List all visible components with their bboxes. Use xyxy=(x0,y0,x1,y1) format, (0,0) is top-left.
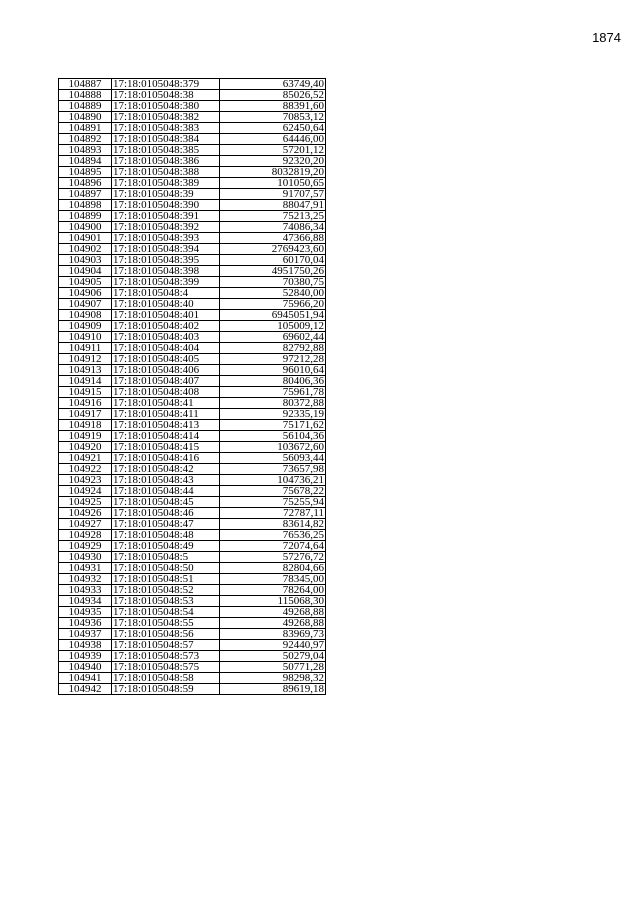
cadastral-value-cell: 50279,04 xyxy=(220,651,326,662)
row-number-cell: 104923 xyxy=(59,475,112,486)
cadastral-value-cell: 115068,30 xyxy=(220,596,326,607)
cadastral-value-cell: 6945051,94 xyxy=(220,310,326,321)
table-row xyxy=(59,475,326,486)
cadastral-value-cell: 49268,88 xyxy=(220,607,326,618)
cadastral-value-cell: 104736,21 xyxy=(220,475,326,486)
cadastral-number-cell: 17:18:0105048:38 xyxy=(112,90,220,101)
table-row xyxy=(59,684,326,695)
table-row xyxy=(59,607,326,618)
cadastral-number-cell: 17:18:0105048:386 xyxy=(112,156,220,167)
cadastral-value-cell: 75678,22 xyxy=(220,486,326,497)
cadastral-number-cell: 17:18:0105048:403 xyxy=(112,332,220,343)
row-number-cell: 104924 xyxy=(59,486,112,497)
row-number-cell: 104940 xyxy=(59,662,112,673)
cadastral-number-cell: 17:18:0105048:379 xyxy=(112,79,220,90)
cadastral-number-cell: 17:18:0105048:45 xyxy=(112,497,220,508)
row-number-cell: 104899 xyxy=(59,211,112,222)
table-row xyxy=(59,530,326,541)
row-number-cell: 104920 xyxy=(59,442,112,453)
cadastral-value-cell: 75961,78 xyxy=(220,387,326,398)
row-number-cell: 104897 xyxy=(59,189,112,200)
table-row xyxy=(59,596,326,607)
cadastral-value-cell: 70380,75 xyxy=(220,277,326,288)
cadastral-value-cell: 56104,36 xyxy=(220,431,326,442)
table-row xyxy=(59,552,326,563)
cadastral-number-cell: 17:18:0105048:40 xyxy=(112,299,220,310)
table-row xyxy=(59,200,326,211)
cadastral-number-cell: 17:18:0105048:404 xyxy=(112,343,220,354)
table-row xyxy=(59,101,326,112)
row-number-cell: 104935 xyxy=(59,607,112,618)
table-row xyxy=(59,189,326,200)
cadastral-number-cell: 17:18:0105048:54 xyxy=(112,607,220,618)
cadastral-value-cell: 105009,12 xyxy=(220,321,326,332)
cadastral-number-cell: 17:18:0105048:406 xyxy=(112,365,220,376)
row-number-cell: 104903 xyxy=(59,255,112,266)
cadastral-value-cell: 75171,62 xyxy=(220,420,326,431)
table-row xyxy=(59,420,326,431)
cadastral-value-cell: 78264,00 xyxy=(220,585,326,596)
cadastral-value-cell: 57201,12 xyxy=(220,145,326,156)
cadastral-number-cell: 17:18:0105048:382 xyxy=(112,112,220,123)
row-number-cell: 104912 xyxy=(59,354,112,365)
cadastral-number-cell: 17:18:0105048:394 xyxy=(112,244,220,255)
row-number-cell: 104942 xyxy=(59,684,112,695)
cadastral-value-cell: 57276,72 xyxy=(220,552,326,563)
cadastral-value-cell: 62450,64 xyxy=(220,123,326,134)
cadastral-number-cell: 17:18:0105048:413 xyxy=(112,420,220,431)
cadastral-value-cell: 91707,57 xyxy=(220,189,326,200)
row-number-cell: 104919 xyxy=(59,431,112,442)
table-row xyxy=(59,266,326,277)
cadastral-number-cell: 17:18:0105048:415 xyxy=(112,442,220,453)
row-number-cell: 104922 xyxy=(59,464,112,475)
row-number-cell: 104928 xyxy=(59,530,112,541)
row-number-cell: 104891 xyxy=(59,123,112,134)
cadastral-value-cell: 52840,00 xyxy=(220,288,326,299)
cadastral-value-cell: 4951750,26 xyxy=(220,266,326,277)
cadastral-number-cell: 17:18:0105048:405 xyxy=(112,354,220,365)
row-number-cell: 104926 xyxy=(59,508,112,519)
table-row xyxy=(59,398,326,409)
cadastral-number-cell: 17:18:0105048:50 xyxy=(112,563,220,574)
table-row xyxy=(59,640,326,651)
table-row xyxy=(59,211,326,222)
cadastral-value-cell: 98298,32 xyxy=(220,673,326,684)
row-number-cell: 104890 xyxy=(59,112,112,123)
cadastral-value-cell: 89619,18 xyxy=(220,684,326,695)
cadastral-value-cell: 72787,11 xyxy=(220,508,326,519)
cadastral-value-cell: 47366,88 xyxy=(220,233,326,244)
row-number-cell: 104900 xyxy=(59,222,112,233)
table-row xyxy=(59,431,326,442)
row-number-cell: 104894 xyxy=(59,156,112,167)
row-number-cell: 104906 xyxy=(59,288,112,299)
cadastral-number-cell: 17:18:0105048:385 xyxy=(112,145,220,156)
cadastral-value-cell: 72074,64 xyxy=(220,541,326,552)
cadastral-number-cell: 17:18:0105048:55 xyxy=(112,618,220,629)
cadastral-value-cell: 101050,65 xyxy=(220,178,326,189)
row-number-cell: 104895 xyxy=(59,167,112,178)
cadastral-number-cell: 17:18:0105048:416 xyxy=(112,453,220,464)
table-row xyxy=(59,134,326,145)
row-number-cell: 104939 xyxy=(59,651,112,662)
table-row xyxy=(59,365,326,376)
row-number-cell: 104932 xyxy=(59,574,112,585)
table-row xyxy=(59,376,326,387)
cadastral-number-cell: 17:18:0105048:380 xyxy=(112,101,220,112)
cadastral-value-cell: 75966,20 xyxy=(220,299,326,310)
table-row xyxy=(59,343,326,354)
cadastral-number-cell: 17:18:0105048:51 xyxy=(112,574,220,585)
cadastral-number-cell: 17:18:0105048:392 xyxy=(112,222,220,233)
row-number-cell: 104927 xyxy=(59,519,112,530)
cadastral-number-cell: 17:18:0105048:390 xyxy=(112,200,220,211)
cadastral-value-table xyxy=(58,78,326,695)
row-number-cell: 104916 xyxy=(59,398,112,409)
table-row xyxy=(59,541,326,552)
row-number-cell: 104941 xyxy=(59,673,112,684)
cadastral-value-cell: 63749,40 xyxy=(220,79,326,90)
cadastral-number-cell: 17:18:0105048:399 xyxy=(112,277,220,288)
table-row xyxy=(59,299,326,310)
cadastral-number-cell: 17:18:0105048:49 xyxy=(112,541,220,552)
cadastral-value-cell: 92320,20 xyxy=(220,156,326,167)
cadastral-number-cell: 17:18:0105048:53 xyxy=(112,596,220,607)
row-number-cell: 104936 xyxy=(59,618,112,629)
cadastral-number-cell: 17:18:0105048:389 xyxy=(112,178,220,189)
table-row xyxy=(59,354,326,365)
cadastral-value-cell: 83614,82 xyxy=(220,519,326,530)
row-number-cell: 104887 xyxy=(59,79,112,90)
cadastral-number-cell: 17:18:0105048:47 xyxy=(112,519,220,530)
cadastral-value-cell: 88391,60 xyxy=(220,101,326,112)
cadastral-value-cell: 56093,44 xyxy=(220,453,326,464)
row-number-cell: 104931 xyxy=(59,563,112,574)
table-body xyxy=(59,79,326,695)
cadastral-number-cell: 17:18:0105048:39 xyxy=(112,189,220,200)
cadastral-value-cell: 83969,73 xyxy=(220,629,326,640)
table-row xyxy=(59,629,326,640)
table-row xyxy=(59,90,326,101)
table-row xyxy=(59,321,326,332)
row-number-cell: 104937 xyxy=(59,629,112,640)
row-number-cell: 104909 xyxy=(59,321,112,332)
cadastral-value-cell: 75213,25 xyxy=(220,211,326,222)
table-row xyxy=(59,310,326,321)
cadastral-number-cell: 17:18:0105048:56 xyxy=(112,629,220,640)
cadastral-number-cell: 17:18:0105048:391 xyxy=(112,211,220,222)
cadastral-number-cell: 17:18:0105048:393 xyxy=(112,233,220,244)
row-number-cell: 104911 xyxy=(59,343,112,354)
table-row xyxy=(59,585,326,596)
cadastral-number-cell: 17:18:0105048:575 xyxy=(112,662,220,673)
row-number-cell: 104938 xyxy=(59,640,112,651)
row-number-cell: 104933 xyxy=(59,585,112,596)
cadastral-value-cell: 73657,98 xyxy=(220,464,326,475)
table-row xyxy=(59,277,326,288)
cadastral-value-cell: 2769423,60 xyxy=(220,244,326,255)
cadastral-number-cell: 17:18:0105048:43 xyxy=(112,475,220,486)
cadastral-value-cell: 92335,19 xyxy=(220,409,326,420)
table-row xyxy=(59,464,326,475)
table-row xyxy=(59,442,326,453)
table-row xyxy=(59,486,326,497)
cadastral-number-cell: 17:18:0105048:59 xyxy=(112,684,220,695)
cadastral-value-cell: 80372,88 xyxy=(220,398,326,409)
table-row xyxy=(59,167,326,178)
row-number-cell: 104918 xyxy=(59,420,112,431)
cadastral-value-cell: 82804,66 xyxy=(220,563,326,574)
cadastral-number-cell: 17:18:0105048:411 xyxy=(112,409,220,420)
cadastral-number-cell: 17:18:0105048:401 xyxy=(112,310,220,321)
cadastral-number-cell: 17:18:0105048:398 xyxy=(112,266,220,277)
cadastral-number-cell: 17:18:0105048:5 xyxy=(112,552,220,563)
table-row xyxy=(59,651,326,662)
table-row xyxy=(59,453,326,464)
table-row xyxy=(59,156,326,167)
row-number-cell: 104929 xyxy=(59,541,112,552)
row-number-cell: 104901 xyxy=(59,233,112,244)
cadastral-value-cell: 75255,94 xyxy=(220,497,326,508)
table-row xyxy=(59,178,326,189)
cadastral-value-cell: 50771,28 xyxy=(220,662,326,673)
table-row xyxy=(59,112,326,123)
cadastral-value-cell: 64446,00 xyxy=(220,134,326,145)
cadastral-number-cell: 17:18:0105048:395 xyxy=(112,255,220,266)
cadastral-value-cell: 49268,88 xyxy=(220,618,326,629)
row-number-cell: 104892 xyxy=(59,134,112,145)
row-number-cell: 104902 xyxy=(59,244,112,255)
table-row xyxy=(59,123,326,134)
row-number-cell: 104930 xyxy=(59,552,112,563)
table-row xyxy=(59,673,326,684)
table-row xyxy=(59,497,326,508)
cadastral-number-cell: 17:18:0105048:384 xyxy=(112,134,220,145)
cadastral-value-cell: 80406,36 xyxy=(220,376,326,387)
row-number-cell: 104921 xyxy=(59,453,112,464)
row-number-cell: 104917 xyxy=(59,409,112,420)
cadastral-number-cell: 17:18:0105048:383 xyxy=(112,123,220,134)
cadastral-value-cell: 8032819,20 xyxy=(220,167,326,178)
row-number-cell: 104910 xyxy=(59,332,112,343)
cadastral-value-cell: 78345,00 xyxy=(220,574,326,585)
table-row xyxy=(59,409,326,420)
table-row xyxy=(59,288,326,299)
cadastral-number-cell: 17:18:0105048:41 xyxy=(112,398,220,409)
row-number-cell: 104915 xyxy=(59,387,112,398)
row-number-cell: 104905 xyxy=(59,277,112,288)
table-row xyxy=(59,519,326,530)
cadastral-number-cell: 17:18:0105048:57 xyxy=(112,640,220,651)
row-number-cell: 104896 xyxy=(59,178,112,189)
cadastral-number-cell: 17:18:0105048:44 xyxy=(112,486,220,497)
row-number-cell: 104904 xyxy=(59,266,112,277)
row-number-cell: 104934 xyxy=(59,596,112,607)
row-number-cell: 104893 xyxy=(59,145,112,156)
table-row xyxy=(59,387,326,398)
row-number-cell: 104889 xyxy=(59,101,112,112)
cadastral-value-cell: 69602,44 xyxy=(220,332,326,343)
cadastral-number-cell: 17:18:0105048:48 xyxy=(112,530,220,541)
table-row xyxy=(59,255,326,266)
cadastral-value-cell: 60170,04 xyxy=(220,255,326,266)
row-number-cell: 104907 xyxy=(59,299,112,310)
table-row xyxy=(59,618,326,629)
cadastral-number-cell: 17:18:0105048:42 xyxy=(112,464,220,475)
page-number: 1874 xyxy=(592,30,621,45)
cadastral-value-cell: 88047,91 xyxy=(220,200,326,211)
table-row xyxy=(59,563,326,574)
cadastral-value-cell: 96010,64 xyxy=(220,365,326,376)
cadastral-value-cell: 92440,97 xyxy=(220,640,326,651)
table-row xyxy=(59,662,326,673)
table-row xyxy=(59,233,326,244)
cadastral-number-cell: 17:18:0105048:402 xyxy=(112,321,220,332)
table-row xyxy=(59,574,326,585)
table-row xyxy=(59,145,326,156)
row-number-cell: 104925 xyxy=(59,497,112,508)
table-row xyxy=(59,244,326,255)
cadastral-number-cell: 17:18:0105048:408 xyxy=(112,387,220,398)
row-number-cell: 104913 xyxy=(59,365,112,376)
cadastral-value-cell: 97212,28 xyxy=(220,354,326,365)
cadastral-value-cell: 70853,12 xyxy=(220,112,326,123)
cadastral-number-cell: 17:18:0105048:58 xyxy=(112,673,220,684)
cadastral-value-cell: 74086,34 xyxy=(220,222,326,233)
cadastral-value-cell: 103672,60 xyxy=(220,442,326,453)
table-row xyxy=(59,508,326,519)
table-row xyxy=(59,79,326,90)
cadastral-number-cell: 17:18:0105048:46 xyxy=(112,508,220,519)
cadastral-number-cell: 17:18:0105048:388 xyxy=(112,167,220,178)
table-row xyxy=(59,222,326,233)
row-number-cell: 104898 xyxy=(59,200,112,211)
cadastral-number-cell: 17:18:0105048:4 xyxy=(112,288,220,299)
cadastral-value-cell: 85026,52 xyxy=(220,90,326,101)
cadastral-number-cell: 17:18:0105048:52 xyxy=(112,585,220,596)
cadastral-number-cell: 17:18:0105048:407 xyxy=(112,376,220,387)
row-number-cell: 104908 xyxy=(59,310,112,321)
table-row xyxy=(59,332,326,343)
cadastral-number-cell: 17:18:0105048:573 xyxy=(112,651,220,662)
cadastral-value-cell: 82792,88 xyxy=(220,343,326,354)
cadastral-number-cell: 17:18:0105048:414 xyxy=(112,431,220,442)
cadastral-value-cell: 76536,25 xyxy=(220,530,326,541)
row-number-cell: 104914 xyxy=(59,376,112,387)
row-number-cell: 104888 xyxy=(59,90,112,101)
